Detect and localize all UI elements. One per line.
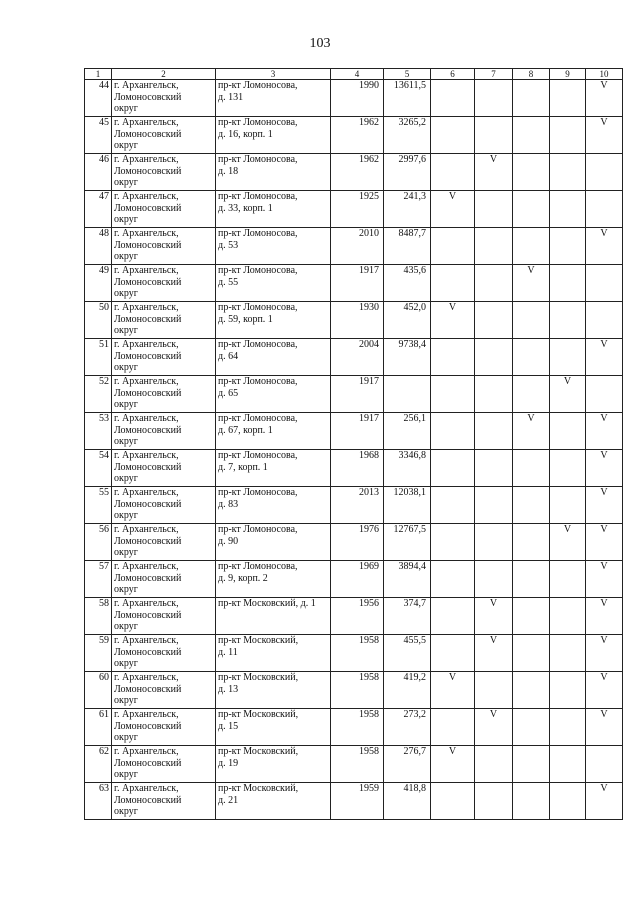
mark-cell-8 [513,154,550,191]
row-number-cell: 57 [85,561,112,598]
table-row [85,561,623,598]
city-cell: г. Архангельск, Ломоносовский округ [112,339,216,376]
mark-cell-7 [475,339,513,376]
area-cell: 12038,1 [384,487,431,524]
mark-cell-7 [475,376,513,413]
row-number-cell: 56 [85,524,112,561]
address-cell: пр-кт Московский, д. 11 [216,635,331,672]
mark-cell-6 [431,80,475,117]
mark-cell-10 [586,265,623,302]
mark-cell-8 [513,487,550,524]
mark-cell-6 [431,561,475,598]
mark-cell-8 [513,561,550,598]
city-cell: г. Архангельск, Ломоносовский округ [112,117,216,154]
mark-cell-8: V [513,265,550,302]
mark-cell-8 [513,709,550,746]
mark-cell-6: V [431,302,475,339]
table-row [85,524,623,561]
mark-cell-8 [513,80,550,117]
row-number-cell: 62 [85,746,112,783]
column-header: 7 [475,69,513,80]
area-cell: 256,1 [384,413,431,450]
city-cell: г. Архангельск, Ломоносовский округ [112,154,216,191]
table-row [85,783,623,820]
mark-cell-7 [475,450,513,487]
mark-cell-10: V [586,672,623,709]
mark-cell-6: V [431,746,475,783]
table-row [85,635,623,672]
city-cell: г. Архангельск, Ломоносовский округ [112,783,216,820]
mark-cell-10: V [586,709,623,746]
table-row [85,376,623,413]
area-cell: 3894,4 [384,561,431,598]
mark-cell-6 [431,487,475,524]
address-cell: пр-кт Ломоносова, д. 131 [216,80,331,117]
table-row [85,450,623,487]
mark-cell-7 [475,783,513,820]
mark-cell-10: V [586,561,623,598]
mark-cell-9 [550,413,586,450]
year-cell: 2013 [331,487,384,524]
area-cell: 418,8 [384,783,431,820]
row-number-cell: 59 [85,635,112,672]
mark-cell-10: V [586,524,623,561]
city-cell: г. Архангельск, Ломоносовский округ [112,524,216,561]
address-cell: пр-кт Ломоносова, д. 16, корп. 1 [216,117,331,154]
mark-cell-7: V [475,709,513,746]
area-cell: 8487,7 [384,228,431,265]
address-cell: пр-кт Ломоносова, д. 53 [216,228,331,265]
column-header: 1 [85,69,112,80]
mark-cell-7 [475,191,513,228]
city-cell: г. Архангельск, Ломоносовский округ [112,265,216,302]
year-cell: 1917 [331,265,384,302]
city-cell: г. Архангельск, Ломоносовский округ [112,635,216,672]
mark-cell-6 [431,228,475,265]
area-cell [384,376,431,413]
area-cell: 452,0 [384,302,431,339]
mark-cell-7 [475,524,513,561]
area-cell: 374,7 [384,598,431,635]
area-cell: 455,5 [384,635,431,672]
mark-cell-9 [550,598,586,635]
year-cell: 1958 [331,709,384,746]
row-number-cell: 55 [85,487,112,524]
year-cell: 1930 [331,302,384,339]
table-row [85,154,623,191]
mark-cell-10: V [586,783,623,820]
year-cell: 1925 [331,191,384,228]
year-cell: 1962 [331,154,384,191]
address-cell: пр-кт Московский, д. 21 [216,783,331,820]
mark-cell-9 [550,709,586,746]
row-number-cell: 46 [85,154,112,191]
address-cell: пр-кт Ломоносова, д. 64 [216,339,331,376]
area-cell: 13611,5 [384,80,431,117]
area-cell: 273,2 [384,709,431,746]
mark-cell-9 [550,154,586,191]
year-cell: 2004 [331,339,384,376]
area-cell: 435,6 [384,265,431,302]
column-header: 2 [112,69,216,80]
column-header: 8 [513,69,550,80]
address-cell: пр-кт Московский, д. 19 [216,746,331,783]
area-cell: 419,2 [384,672,431,709]
area-cell: 2997,6 [384,154,431,191]
city-cell: г. Архангельск, Ломоносовский округ [112,709,216,746]
row-number-cell: 58 [85,598,112,635]
area-cell: 276,7 [384,746,431,783]
mark-cell-9 [550,487,586,524]
row-number-cell: 63 [85,783,112,820]
row-number-cell: 61 [85,709,112,746]
mark-cell-6 [431,450,475,487]
city-cell: г. Архангельск, Ломоносовский округ [112,191,216,228]
year-cell: 1917 [331,376,384,413]
city-cell: г. Архангельск, Ломоносовский округ [112,413,216,450]
mark-cell-8 [513,339,550,376]
table-row [85,228,623,265]
city-cell: г. Архангельск, Ломоносовский округ [112,228,216,265]
page-number: 103 [309,36,331,51]
mark-cell-8 [513,635,550,672]
column-header: 4 [331,69,384,80]
row-number-cell: 52 [85,376,112,413]
column-header: 10 [586,69,623,80]
year-cell: 2010 [331,228,384,265]
row-number-cell: 53 [85,413,112,450]
column-header: 6 [431,69,475,80]
mark-cell-7 [475,228,513,265]
mark-cell-10 [586,302,623,339]
mark-cell-10: V [586,228,623,265]
address-cell: пр-кт Московский, д. 1 [216,598,331,635]
row-number-cell: 60 [85,672,112,709]
city-cell: г. Архангельск, Ломоносовский округ [112,450,216,487]
mark-cell-7 [475,672,513,709]
row-number-cell: 47 [85,191,112,228]
mark-cell-9: V [550,376,586,413]
address-cell: пр-кт Ломоносова, д. 83 [216,487,331,524]
year-cell: 1958 [331,672,384,709]
mark-cell-9 [550,635,586,672]
row-number-cell: 44 [85,80,112,117]
table-row [85,339,623,376]
mark-cell-7 [475,561,513,598]
mark-cell-8: V [513,413,550,450]
mark-cell-10: V [586,413,623,450]
mark-cell-10 [586,376,623,413]
address-cell: пр-кт Ломоносова, д. 55 [216,265,331,302]
address-cell: пр-кт Ломоносова, д. 33, корп. 1 [216,191,331,228]
area-cell: 241,3 [384,191,431,228]
row-number-cell: 45 [85,117,112,154]
mark-cell-7 [475,746,513,783]
mark-cell-10 [586,746,623,783]
registry-table [84,68,623,820]
mark-cell-9 [550,672,586,709]
mark-cell-9 [550,561,586,598]
table-row [85,672,623,709]
mark-cell-6 [431,265,475,302]
mark-cell-9 [550,783,586,820]
column-header: 5 [384,69,431,80]
mark-cell-10: V [586,598,623,635]
column-header: 9 [550,69,586,80]
table-row [85,117,623,154]
address-cell: пр-кт Ломоносова, д. 18 [216,154,331,191]
mark-cell-6 [431,339,475,376]
mark-cell-10 [586,154,623,191]
address-cell: пр-кт Ломоносова, д. 59, корп. 1 [216,302,331,339]
row-number-cell: 54 [85,450,112,487]
mark-cell-8 [513,376,550,413]
mark-cell-7 [475,117,513,154]
mark-cell-9 [550,265,586,302]
table-row [85,413,623,450]
row-number-cell: 50 [85,302,112,339]
area-cell: 3346,8 [384,450,431,487]
table-row [85,487,623,524]
mark-cell-8 [513,524,550,561]
city-cell: г. Архангельск, Ломоносовский округ [112,672,216,709]
row-number-cell: 48 [85,228,112,265]
table-row [85,191,623,228]
table-row [85,80,623,117]
address-cell: пр-кт Ломоносова, д. 67, корп. 1 [216,413,331,450]
year-cell: 1968 [331,450,384,487]
mark-cell-8 [513,191,550,228]
mark-cell-8 [513,450,550,487]
mark-cell-8 [513,302,550,339]
column-header: 3 [216,69,331,80]
mark-cell-6 [431,376,475,413]
row-number-cell: 49 [85,265,112,302]
mark-cell-9: V [550,524,586,561]
mark-cell-8 [513,672,550,709]
mark-cell-6 [431,635,475,672]
area-cell: 12767,5 [384,524,431,561]
mark-cell-6 [431,524,475,561]
mark-cell-9 [550,228,586,265]
mark-cell-6: V [431,191,475,228]
mark-cell-6: V [431,672,475,709]
mark-cell-10: V [586,635,623,672]
mark-cell-7 [475,413,513,450]
mark-cell-10: V [586,80,623,117]
year-cell: 1917 [331,413,384,450]
mark-cell-9 [550,302,586,339]
area-cell: 9738,4 [384,339,431,376]
mark-cell-10: V [586,339,623,376]
year-cell: 1990 [331,80,384,117]
mark-cell-6 [431,709,475,746]
mark-cell-6 [431,783,475,820]
year-cell: 1969 [331,561,384,598]
mark-cell-7 [475,265,513,302]
table-row [85,265,623,302]
mark-cell-7: V [475,635,513,672]
mark-cell-6 [431,598,475,635]
mark-cell-8 [513,117,550,154]
table-row [85,598,623,635]
mark-cell-7 [475,80,513,117]
address-cell: пр-кт Ломоносова, д. 9, корп. 2 [216,561,331,598]
table-row [85,709,623,746]
mark-cell-9 [550,80,586,117]
year-cell: 1958 [331,746,384,783]
year-cell: 1956 [331,598,384,635]
city-cell: г. Архангельск, Ломоносовский округ [112,561,216,598]
mark-cell-9 [550,450,586,487]
mark-cell-8 [513,598,550,635]
city-cell: г. Архангельск, Ломоносовский округ [112,746,216,783]
table-row [85,746,623,783]
address-cell: пр-кт Ломоносова, д. 7, корп. 1 [216,450,331,487]
mark-cell-6 [431,413,475,450]
row-number-cell: 51 [85,339,112,376]
mark-cell-7 [475,302,513,339]
year-cell: 1958 [331,635,384,672]
mark-cell-8 [513,746,550,783]
mark-cell-7: V [475,154,513,191]
address-cell: пр-кт Ломоносова, д. 65 [216,376,331,413]
year-cell: 1976 [331,524,384,561]
mark-cell-7: V [475,598,513,635]
mark-cell-10 [586,191,623,228]
address-cell: пр-кт Московский, д. 13 [216,672,331,709]
mark-cell-10: V [586,117,623,154]
year-cell: 1962 [331,117,384,154]
mark-cell-9 [550,746,586,783]
mark-cell-10: V [586,487,623,524]
mark-cell-8 [513,783,550,820]
mark-cell-10: V [586,450,623,487]
mark-cell-9 [550,339,586,376]
address-cell: пр-кт Московский, д. 15 [216,709,331,746]
mark-cell-7 [475,487,513,524]
city-cell: г. Архангельск, Ломоносовский округ [112,302,216,339]
mark-cell-9 [550,117,586,154]
mark-cell-6 [431,117,475,154]
column-number-header-row [85,69,623,80]
year-cell: 1959 [331,783,384,820]
mark-cell-8 [513,228,550,265]
address-cell: пр-кт Ломоносова, д. 90 [216,524,331,561]
city-cell: г. Архангельск, Ломоносовский округ [112,80,216,117]
city-cell: г. Архангельск, Ломоносовский округ [112,598,216,635]
city-cell: г. Архангельск, Ломоносовский округ [112,487,216,524]
city-cell: г. Архангельск, Ломоносовский округ [112,376,216,413]
area-cell: 3265,2 [384,117,431,154]
mark-cell-6 [431,154,475,191]
mark-cell-9 [550,191,586,228]
table-row [85,302,623,339]
